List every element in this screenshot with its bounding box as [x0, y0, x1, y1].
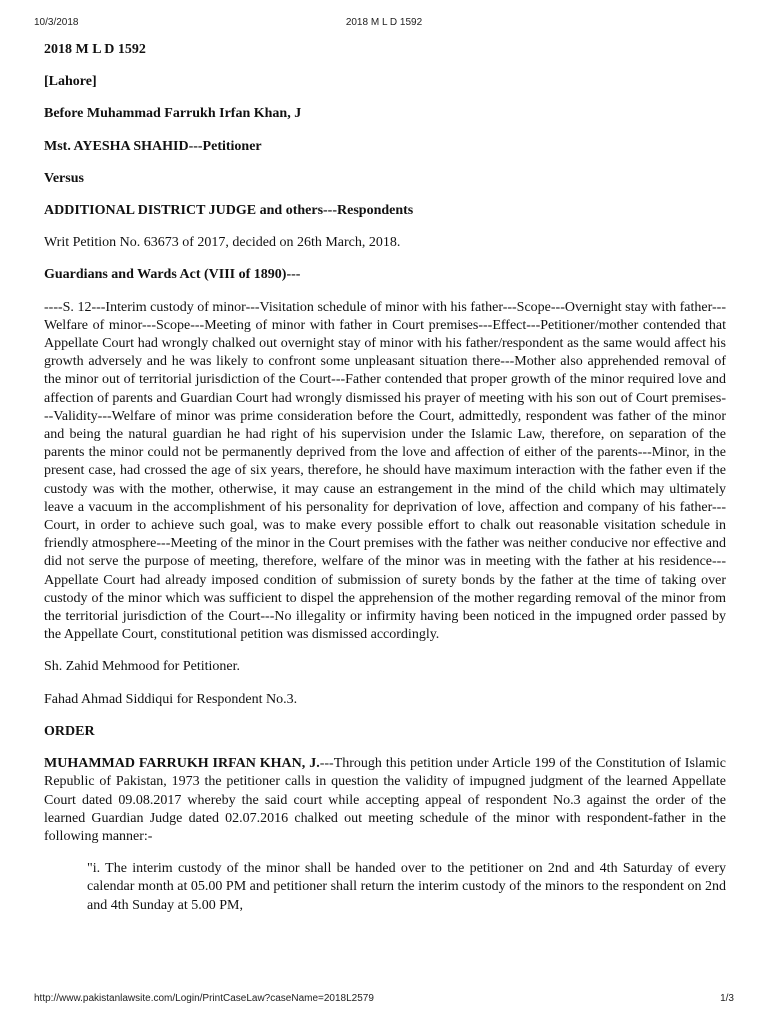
print-title: 2018 M L D 1592	[345, 17, 423, 28]
petition-info: Writ Petition No. 63673 of 2017, decided on 26th March, 2018.	[44, 235, 401, 251]
bench: Before Muhammad Farrukh Irfan Khan, J	[44, 106, 302, 122]
print-footer	[34, 993, 734, 1007]
petitioner: Mst. AYESHA SHAHID---Petitioner	[44, 138, 262, 154]
act-heading: Guardians and Wards Act (VIII of 1890)---	[44, 267, 301, 283]
print-header	[34, 17, 734, 31]
order-quote: "i. The interim custody of the minor shall be handed over to the petitioner on 2nd and 4th Saturday of every calendar month at 05.00 PM and petitioner shall return the interim custody of the minors to the respondent on 2nd and 4th Sunday at 5.00 PM,	[87, 861, 726, 913]
page-number: 1/3	[720, 993, 734, 1004]
print-date: 10/3/2018	[34, 17, 79, 28]
respondents: ADDITIONAL DISTRICT JUDGE and others---Respondents	[44, 203, 414, 219]
order-paragraph	[44, 755, 726, 846]
source-url: http://www.pakistanlawsite.com/Login/PrintCaseLaw?caseName=2018L2579	[34, 993, 374, 1004]
court-name: [Lahore]	[44, 74, 97, 90]
document-body	[44, 41, 726, 915]
versus: Versus	[44, 170, 84, 186]
order-heading: ORDER	[44, 723, 95, 739]
citation: 2018 M L D 1592	[44, 42, 146, 57]
order-text: ---Through this petition under Article 199 of the Constitution of Islamic Republic of Pakistan, 1973 the petitioner calls in question the validity of impugned judgment of the learned Appellate Court dated 09.08.2017 whereby the said court while accepting appeal of respondent No.3 against the order of the learned Guardian Judge dated 02.07.2016 chalked out meeting schedule of the minor with respondent-father in the following manner:-	[44, 756, 726, 844]
counsel-petitioner: Sh. Zahid Mehmood for Petitioner.	[44, 659, 240, 675]
headnote: ----S. 12---Interim custody of minor---Visitation schedule of minor with his father---Scope---Overnight stay with father---Welfare of minor---Scope---Meeting of minor with father in Court premises---Effect---Petitioner/mother contended that Appellate Court had wrongly chalked out overnight stay of minor with his father/respondent as the same would affect his growth adversely and he was likely to confront some unpleasant situation there---Mother also apprehended removal of the minor out of territorial jurisdiction of the Court---Father contended that proper growth of the minor required love and affection of parents and Guardian Court had wrongly dismissed his prayer of meeting with his son out of Court premises---Validity---Welfare of minor was prime consideration before the Court, admittedly, respondent was father of the minor and being the natural guardian he had right of his supervision under the Islamic Law, therefore, on separation of the parents the minor could not be permanently deprived from the love and affection of either of the parents---Minor, in the present case, had crossed the age of six years, therefore, he should have maximum interaction with the father even if the custody was with the mother, otherwise, it may cause an estrangement in the mind of the child which may ultimately leave a vacuum in the accomplishment of his personality for deprivation of love, affection and company of his father---Court, in order to achieve such goal, was to make every possible effort to chalk out reasonable visitation schedule in friendly atmosphere---Meeting of the minor in the Court premises with the father was neither conducive nor effective and did not serve the purpose of meeting, therefore, welfare of the minor was in meeting with the father at his residence--- Appellate Court had already imposed condition of submission of surety bonds by the father at the time of taking over custody of the minor which was sufficient to dispel the apprehension of the mother regarding removal of the minor from the territorial jurisdiction of the Court---No illegality or infirmity having been noticed in the impugned order passed by the Appellate Court, constitutional petition was dismissed accordingly.	[44, 299, 726, 643]
judge-name: MUHAMMAD FARRUKH IRFAN KHAN, J.	[44, 756, 320, 772]
counsel-respondent: Fahad Ahmad Siddiqui for Respondent No.3.	[44, 691, 298, 707]
